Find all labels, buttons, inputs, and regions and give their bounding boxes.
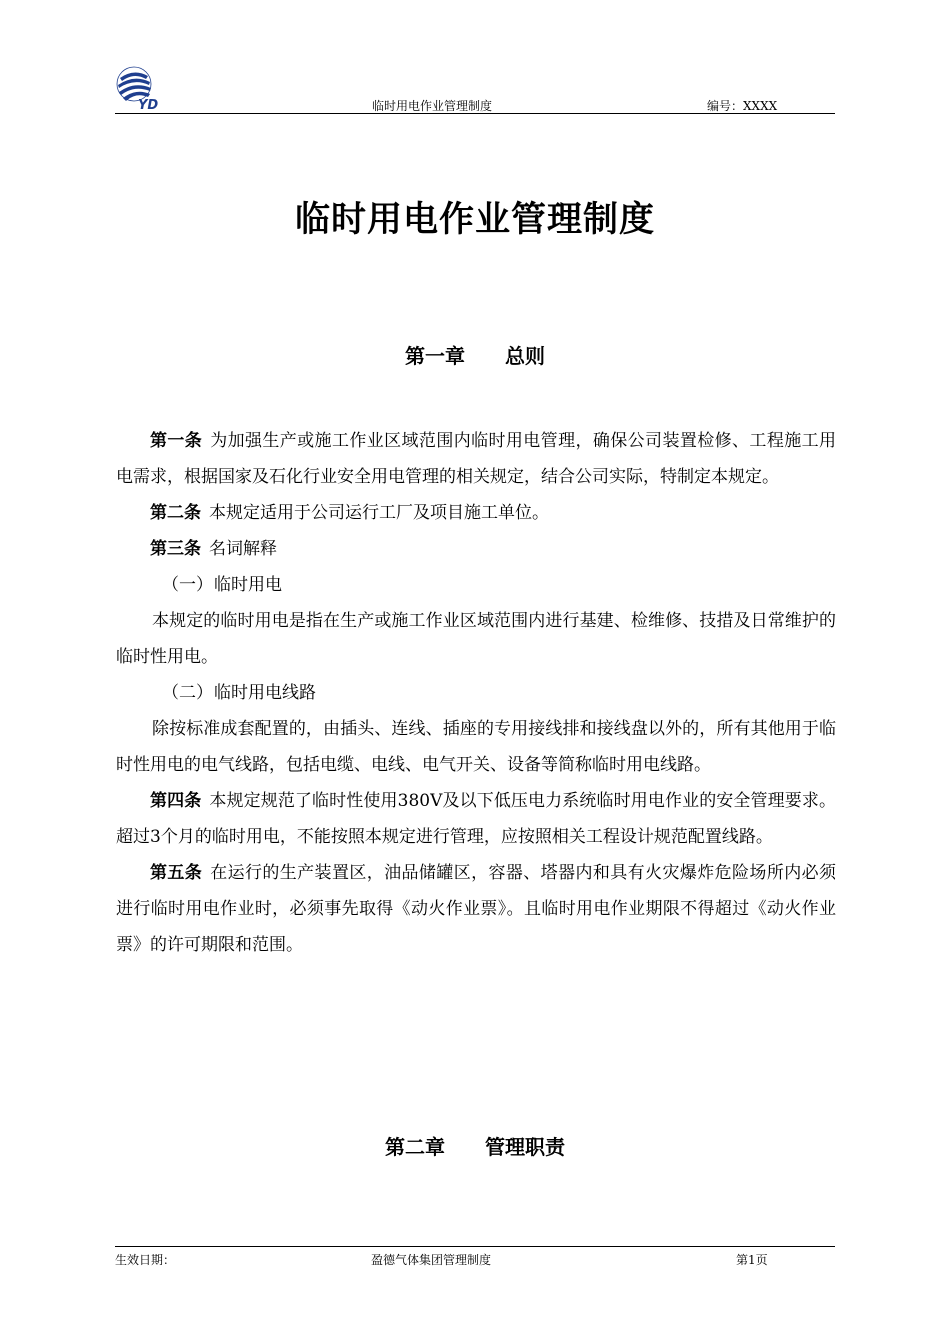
definition-1-term: 临时用电 <box>214 575 282 595</box>
article-3-label: 第三条 <box>150 539 201 559</box>
header-title: 临时用电作业管理制度 <box>372 99 493 113</box>
footer-effective-date: 生效日期： <box>115 1253 176 1267</box>
definition-1-text: 本规定的临时用电是指在生产或施工作业区域范围内进行基建、检维修、技措及日常维护的临时性用电。 <box>116 611 836 667</box>
article-2-text: 本规定适用于公司运行工厂及项目施工单位。 <box>209 503 549 523</box>
article-4 <box>116 783 836 855</box>
footer-page-number: 第1页 <box>736 1253 768 1267</box>
definition-1-heading <box>116 567 836 603</box>
article-4-label: 第四条 <box>150 791 202 811</box>
article-3 <box>116 531 836 567</box>
article-1-label: 第一条 <box>150 431 203 451</box>
chapter-2-heading <box>0 1131 950 1160</box>
chapter-2-name: 管理职责 <box>485 1135 565 1159</box>
footer-divider <box>115 1246 835 1247</box>
article-5-label: 第五条 <box>150 863 203 883</box>
header-document-code: 编号：XXXX <box>707 99 778 113</box>
definition-2-term: 临时用电线路 <box>214 683 316 703</box>
definition-2-heading <box>116 675 836 711</box>
chapter-1-name: 总则 <box>505 344 545 368</box>
article-3-text: 名词解释 <box>209 539 277 559</box>
article-1 <box>116 423 836 495</box>
article-5 <box>116 855 836 963</box>
chapter-2-number: 第二章 <box>385 1135 445 1159</box>
company-logo <box>112 64 176 112</box>
chapter-1-body <box>116 423 836 963</box>
definition-2-number: （二） <box>162 683 213 703</box>
document-title: 临时用电作业管理制度 <box>294 200 655 240</box>
svg-text:YD: YD <box>138 98 159 112</box>
article-2 <box>116 495 836 531</box>
article-1-text: 为加强生产或施工作业区域范围内临时用电管理，确保公司装置检修、工程施工用电需求，根据国家及石化行业安全用电管理的相关规定，结合公司实际，特制定本规定。 <box>116 431 837 487</box>
header-divider <box>115 113 835 114</box>
article-5-text: 在运行的生产装置区，油品储罐区，容器、塔器内和具有火灾爆炸危险场所内必须进行临时用电作业时，必须事先取得《动火作业票》。且临时用电作业期限不得超过《动火作业票》的许可期限和范围。 <box>116 863 837 955</box>
definition-2-text: 除按标准成套配置的，由插头、连线、插座的专用接线排和接线盘以外的，所有其他用于临时性用电的电气线路，包括电缆、电线、电气开关、设备等简称临时用电线路。 <box>116 719 836 775</box>
footer-company: 盈德气体集团管理制度 <box>371 1253 492 1267</box>
article-4-text: 本规定规范了临时性使用380V及以下低压电力系统临时用电作业的安全管理要求。超过3个月的临时用电，不能按照本规定进行管理，应按照相关工程设计规范配置线路。 <box>116 791 837 847</box>
definition-1-number: （一） <box>162 575 213 595</box>
chapter-1-number: 第一章 <box>405 344 465 368</box>
article-2-label: 第二条 <box>150 503 201 523</box>
chapter-1-heading <box>0 340 950 369</box>
